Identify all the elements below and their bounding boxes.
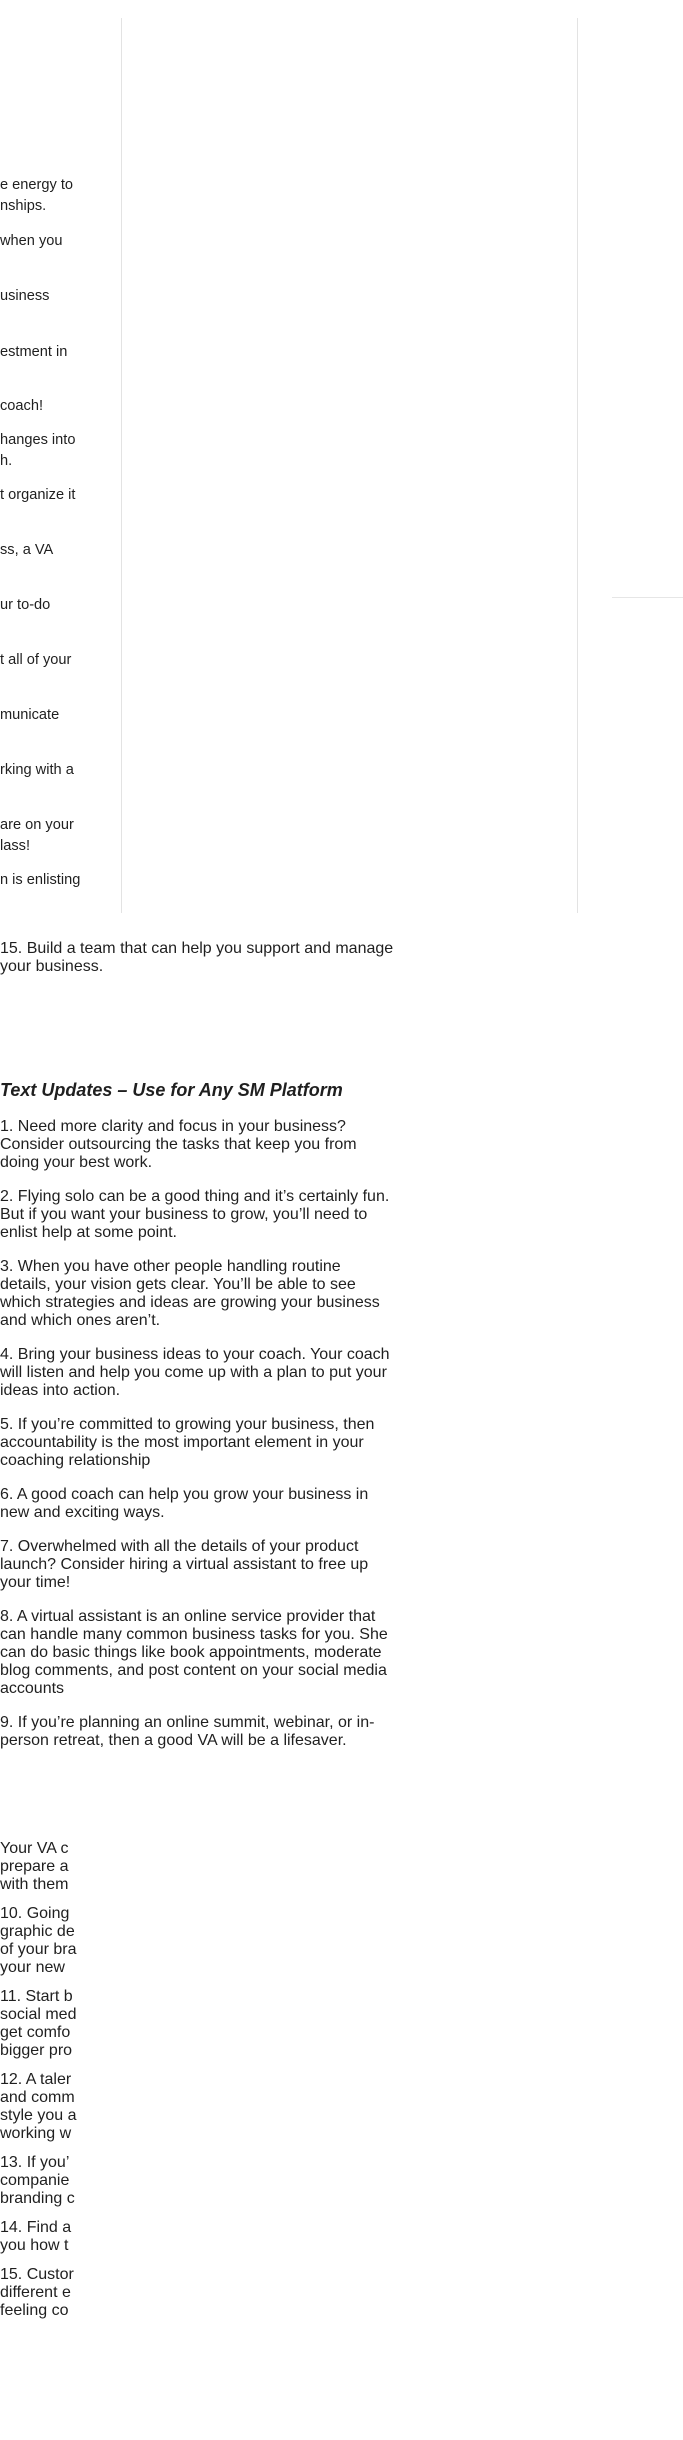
list-item xyxy=(0,2266,200,2320)
left-text-fragment: e energy to xyxy=(0,177,74,193)
text-line: 12. A taler xyxy=(0,2071,72,2088)
text-line: social med xyxy=(0,2006,77,2023)
list-item: 5. If you’re committed to growing your business, then accountability is the most important element in your coaching relationship xyxy=(0,1416,375,1469)
text-line: your new xyxy=(0,1959,65,1976)
column-divider-right xyxy=(577,18,578,913)
text-line: 15. Custor xyxy=(0,2266,74,2283)
left-text-fragment: n is enlisting xyxy=(0,872,81,888)
column-divider-left xyxy=(121,18,122,913)
text-line: working w xyxy=(0,2125,72,2142)
list-item xyxy=(0,2219,200,2255)
text-line: style you a xyxy=(0,2107,77,2124)
list-item: 4. Bring your business ideas to your coach. Your coach will listen and help you come up with a plan to put your ideas into action. xyxy=(0,1346,390,1399)
text-line: graphic de xyxy=(0,1923,75,1940)
left-text-fragment: coach! xyxy=(0,398,43,414)
text-line: prepare a xyxy=(0,1858,69,1875)
left-text-fragment: ss, a VA xyxy=(0,542,54,558)
list-item: 8. A virtual assistant is an online service provider that can handle many common business tasks for you. She can do basic things like book appointments, moderate blog comments, and post content on your social media accounts xyxy=(0,1608,388,1697)
left-text-fragment: nships. xyxy=(0,198,47,214)
left-text-fragment: lass! xyxy=(0,838,31,854)
list-item xyxy=(0,2071,200,2143)
text-line: different e xyxy=(0,2284,71,2301)
left-text-fragment: when you xyxy=(0,233,63,249)
section-heading: Text Updates – Use for Any SM Platform xyxy=(0,1080,343,1100)
text-line: of your bra xyxy=(0,1941,77,1958)
list-item: 7. Overwhelmed with all the details of your product launch? Consider hiring a virtual assistant to free up your time! xyxy=(0,1538,369,1591)
list-item: 3. When you have other people handling routine details, your vision gets clear. You’ll be able to see which strategies and ideas are growing your business and which ones aren’t. xyxy=(0,1258,380,1329)
list-item xyxy=(0,1905,200,1977)
text-line: 10. Going xyxy=(0,1905,70,1922)
list-item: 9. If you’re planning an online summit, webinar, or in-person retreat, then a good VA will be a lifesaver. xyxy=(0,1714,375,1749)
text-line: companie xyxy=(0,2172,70,2189)
text-line: and comm xyxy=(0,2089,75,2106)
list-item xyxy=(0,1988,200,2060)
left-text-fragment: estment in xyxy=(0,344,68,360)
text-line: with them xyxy=(0,1876,69,1893)
right-column xyxy=(0,1840,77,2440)
left-text-fragment: ur to-do xyxy=(0,597,51,613)
left-column xyxy=(0,0,100,924)
left-text-fragment: hanges into xyxy=(0,432,76,448)
text-line: Your VA c xyxy=(0,1840,69,1857)
list-item: 6. A good coach can help you grow your business in new and exciting ways. xyxy=(0,1486,369,1521)
text-line: bigger pro xyxy=(0,2042,73,2059)
left-heading-fragment xyxy=(0,14,18,58)
list-item xyxy=(0,2154,200,2208)
text-line: branding c xyxy=(0,2190,75,2207)
text-line: 14. Find a xyxy=(0,2219,72,2236)
list-item xyxy=(0,1840,200,1894)
right-column-rule xyxy=(612,597,683,598)
text-line: 11. Start b xyxy=(0,1988,73,2005)
left-text-fragment: municate xyxy=(0,707,60,723)
intro-item: 15. Build a team that can help you support and manage your business. xyxy=(0,940,394,975)
left-text-fragment: are on your xyxy=(0,817,74,833)
list-item: 1. Need more clarity and focus in your business? Consider outsourcing the tasks that keep you from doing your best work. xyxy=(0,1118,357,1171)
text-line: feeling co xyxy=(0,2302,69,2319)
middle-column xyxy=(0,940,395,1840)
list-item: 2. Flying solo can be a good thing and it’s certainly fun. But if you want your business to grow, you’ll need to enlist help at some point. xyxy=(0,1188,390,1241)
text-line: 13. If you’ xyxy=(0,2154,70,2171)
left-text-fragment: rking with a xyxy=(0,762,74,778)
left-text-fragment: t all of your xyxy=(0,652,72,668)
text-line: you how t xyxy=(0,2237,69,2254)
text-line: get comfo xyxy=(0,2024,71,2041)
left-text-fragment: t organize it xyxy=(0,487,76,503)
left-text-fragment: usiness xyxy=(0,288,50,304)
left-text-fragment: h. xyxy=(0,453,13,469)
